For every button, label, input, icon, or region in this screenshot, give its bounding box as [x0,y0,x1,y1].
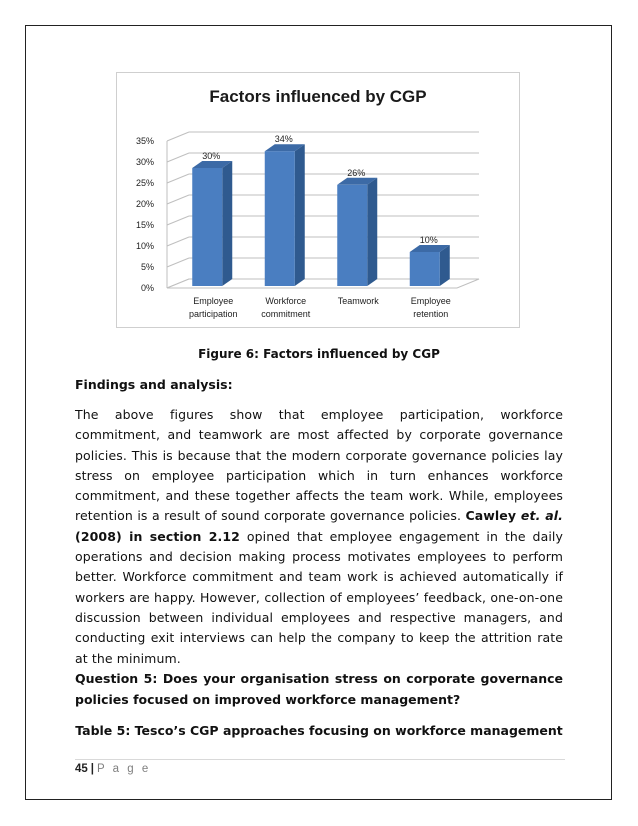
paragraph-text-before: The above figures show that employee participation, workforce commitment, and teamwork are most affected by corporate governance policies. This is because that the modern corporate governance policies lay stress on employee participation which in turn enhances workforce commitment, and these together affects the team work. While, employees retention is a result of sound corporate governance policies. [75,407,563,524]
gridline-depth [167,237,189,246]
y-tick-label: 0% [140,283,154,293]
y-tick-label: 20% [135,199,154,209]
x-category-label: Employee [193,296,234,306]
y-tick-label: 25% [135,178,154,188]
question-heading: Question 5: Does your organisation stress on corporate governance policies focused on improved workforce management? [75,671,563,707]
gridline-depth [167,216,189,225]
bar [192,168,222,286]
x-category-label: retention [413,309,449,319]
paragraph-text-after: opined that employee engagement in the daily operations and decision making process motivates employees to perform better. Workforce commitment and team work is achieved automatically if workers are happy. However, collection of employees’ feedback, one-on-one discussion between individual employees and respective managers, and conducting exit interviews can help the company to keep the attrition rate at the minimum. [75,528,563,666]
page-number: 45 [75,763,88,775]
x-category-label: Workforce [265,296,307,306]
table-title: Table 5: Tesco’s CGP approaches focusing on workforce management [75,723,563,738]
gridline-depth [167,153,189,162]
x-category-label: Employee [410,296,451,306]
citation-etal: et. al. [520,508,563,524]
y-tick-label: 5% [140,262,154,272]
y-tick-label: 35% [135,136,154,146]
findings-paragraph [75,405,563,669]
x-category-label: commitment [261,309,311,319]
data-label: 10% [419,235,438,245]
data-label: 34% [274,134,293,145]
chart-plot-area [117,73,521,329]
x-category-label: Teamwork [337,296,379,306]
bar-side [440,245,450,286]
page-footer [75,763,151,775]
bar-chart [116,72,520,328]
gridline-depth [167,195,189,204]
bar [410,252,440,286]
gridline-depth [167,258,189,267]
y-tick-label: 10% [135,241,154,251]
chart-title: Factors influenced by CGP [209,87,427,106]
page-label: P a g e [97,763,151,775]
data-label: 30% [202,151,221,161]
citation-rest: (2008) in section 2.12 [75,528,240,544]
bar-side [295,144,305,286]
findings-heading: Findings and analysis: [75,377,233,392]
gridline-depth [167,174,189,183]
footer-separator: | [90,763,95,775]
gridline-depth [167,132,189,141]
figure-caption: Figure 6: Factors influenced by CGP [198,347,440,361]
y-tick-label: 15% [135,220,154,230]
citation-author: Cawley [465,508,521,524]
bar [265,151,295,286]
data-label: 26% [347,167,366,178]
x-category-label: participation [188,309,238,319]
bar-side [222,161,232,286]
y-tick-label: 30% [135,157,154,167]
footer-divider [75,759,565,760]
bar-side [367,178,377,286]
bar [337,185,367,286]
